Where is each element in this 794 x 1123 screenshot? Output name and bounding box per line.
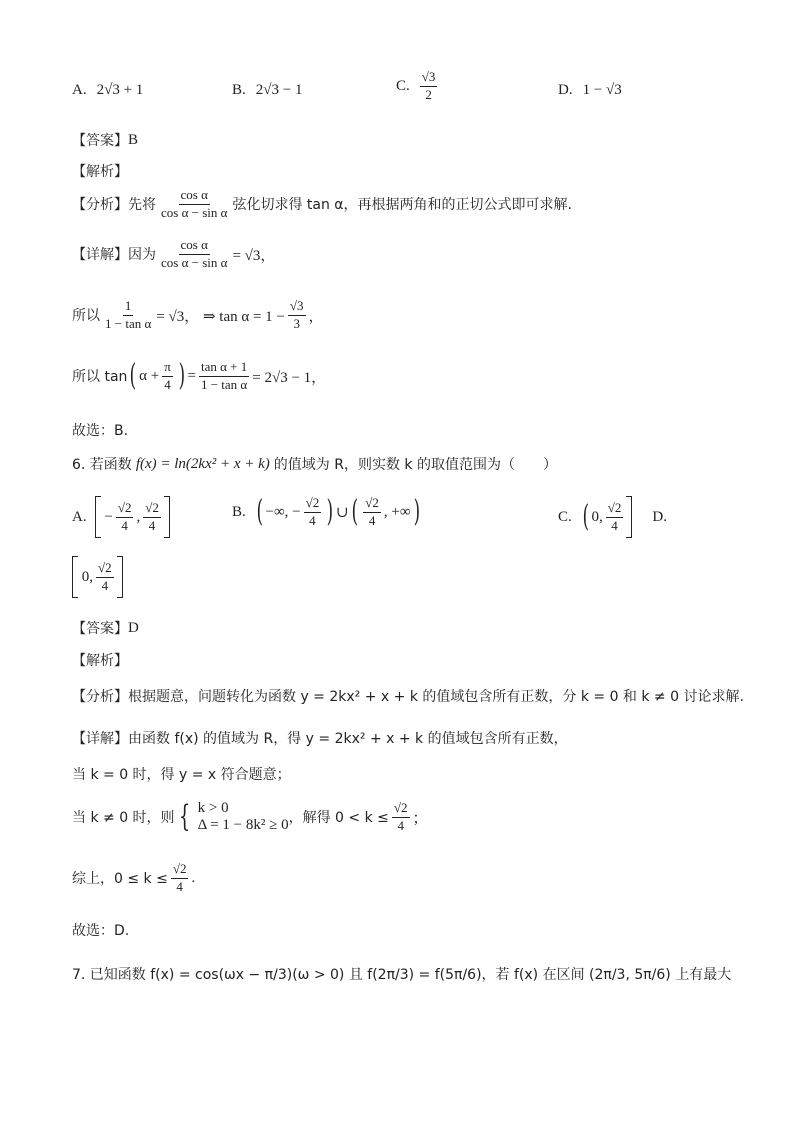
system-line-1: k > 0 [197,800,229,816]
xiangjie-tag: 【详解】 [72,247,128,264]
fraction-den: cos α − sin α [161,204,228,220]
fraction-num: √2 [392,801,410,818]
right-paren: ) [413,494,420,530]
q5-option-c-den: 2 [425,86,432,102]
xiangjie-end: . [191,869,196,886]
q5-xiangjie-3 [72,360,326,393]
xiangjie-expr: α + [139,367,160,384]
fraction [171,862,189,895]
q5-option-b [232,82,302,99]
fraction [96,561,114,594]
choice-text: 故选：D. [72,923,130,939]
q6-option-c-interval: ( 0, $\frac{√2}{4}$ [580,496,633,538]
q5-fenxi [72,188,572,221]
system-line-2: Δ = 1 − 8k² ≥ 0 [197,817,289,833]
fraction-den: 1 − tan α [200,376,248,392]
q6-stem [72,454,557,474]
xiangjie-text: 因为 [128,247,156,264]
fraction-den: 4 [176,878,183,894]
q6-stem-pre: 6. 若函数 [72,457,132,473]
fraction-den: 1 − tan α [105,315,152,331]
q6-option-a [72,496,170,538]
q5-answer-line [72,130,138,150]
q5-option-c [396,70,440,103]
xiangjie-text: 当 k ≠ 0 时，则 [72,810,175,826]
q6-xiangjie-3 [72,800,428,834]
analysis-tag: 【解析】 [72,164,128,180]
q6-fenxi [72,686,744,706]
right-bracket [117,556,123,598]
fraction [363,496,381,529]
q6-option-b-label: B. [232,503,246,520]
q6-option-c-label: C. [558,508,572,525]
xiangjie-end: ， [308,308,324,325]
q6-choice [72,920,129,940]
fraction [143,501,161,534]
fraction-den: cos α − sin α [161,254,228,270]
xiangjie-text: 综上，0 ≤ k ≤ [72,871,168,888]
pi-over-4 [162,360,173,393]
q5-choice [72,420,128,440]
fraction-den: 3 [293,315,300,331]
q6-xiangjie-4 [72,862,195,895]
xiangjie-end: = 2√3 − 1， [252,369,327,386]
q6-xiangjie-2 [72,764,291,784]
q5-option-a-label: A. [72,82,87,98]
q5-option-d [558,82,622,99]
q5-option-d-label: D. [558,82,573,98]
fraction-num: √3 [288,299,306,316]
answer-value: B [128,131,139,148]
fraction [606,501,624,534]
q6-option-a-interval: − $\frac{√2}{4}$ , $\frac{√2}{4}$ [95,496,170,538]
left-paren: ( [256,494,263,530]
fraction-num: cos α [179,238,210,255]
fraction [392,801,410,834]
q6-xiangjie-1 [72,728,568,748]
xiangjie-fraction [199,360,249,393]
q6-option-b [232,496,422,529]
fraction [116,501,134,534]
fenxi-tag: 【分析】 [72,689,128,705]
xiangjie-fraction-2 [288,299,306,332]
q6-option-d-label: D. [652,508,667,525]
q5-xiangjie-1 [72,238,275,271]
fraction-num: 1 [123,299,134,316]
left-paren: ( [351,494,358,530]
answer-value: D [128,619,139,636]
q5-option-c-fraction [420,70,438,103]
q5-option-d-text: 1 − √3 [582,82,622,98]
fraction-den: 4 [611,517,618,533]
xiangjie-text: 所以 [72,308,100,325]
q6-option-c [558,496,667,538]
q6-stem-post: 的值域为 R，则实数 k 的取值范围为（ ） [273,457,557,473]
q6-option-d [72,556,123,598]
xiangjie-eq: = √3， ⇒ tan α = 1 − [156,308,285,325]
q5-option-c-label: C. [396,77,410,94]
xiangjie-text: 所以 tan [72,369,128,386]
q7-stem [72,964,731,984]
xiangjie-mid: ，解得 0 < k ≤ [288,810,389,826]
fraction-num: √2 [606,501,624,518]
fenxi-tag: 【分析】 [72,197,128,214]
fraction-num: √2 [171,862,189,879]
xiangjie-text: 当 k = 0 时，得 y = x 符合题意； [72,767,291,783]
fenxi-text: 先将 [128,197,156,214]
fraction-num: √2 [143,501,161,518]
q5-option-c-num: √3 [420,70,438,87]
xiangjie-fraction-1 [103,299,153,332]
q6-answer-line [72,618,139,638]
answer-tag: 【答案】 [72,621,128,637]
choice-text: 故选：B. [72,423,129,439]
fraction [304,496,322,529]
inequality-system [198,800,289,834]
fraction-den: 4 [368,512,376,528]
fraction-num: √2 [304,496,322,513]
fraction-num: √2 [96,561,114,578]
xiangjie-fraction [159,238,229,271]
q5-option-b-text: 2√3 − 1 [255,82,303,98]
left-paren: ( [582,499,589,534]
fraction-num: √2 [116,501,134,518]
right-paren: ) [178,358,185,394]
fraction-den: 4 [101,577,109,593]
fraction-den: 4 [397,817,404,833]
fraction-num: tan α + 1 [199,360,249,377]
q6-option-d-interval: 0, $\frac{√2}{4}$ [72,556,123,598]
q6-option-b-interval: ( −∞, − $\frac{√2}{4}$ ) ∪ ( $\frac{√2}{4}$ , +∞ ) [256,494,420,530]
xiangjie-tag: 【详解】 [72,731,128,747]
q5-analysis-header [72,161,128,181]
xiangjie-text: 由函数 f(x) 的值域为 R，得 y = 2kx² + x + k 的值域包含所有正数， [128,731,568,747]
q5-option-a-text: 2√3 + 1 [96,82,144,98]
xiangjie-end: ； [412,810,428,827]
fraction-den: 4 [148,517,156,533]
fraction-num: π [162,360,173,377]
q6-option-a-label: A. [72,508,87,525]
right-bracket [164,496,170,538]
q5-option-a [72,82,143,99]
q7-stem-text: 7. 已知函数 f(x) = cos(ωx − π/3)(ω > 0) 且 f(2π/3) = f(5π/6)，若 f(x) 在区间 (2π/3, 5π/6) 上有最大 [72,967,732,983]
left-brace: { [178,799,190,834]
answer-tag: 【答案】 [72,133,128,149]
q5-xiangjie-2 [72,299,324,332]
q5-option-b-label: B. [232,82,246,98]
fenxi-text-end: 弦化切求得 tan α，再根据两角和的正切公式即可求解. [232,197,572,214]
fraction-den: 4 [121,517,128,533]
q6-analysis-header [72,650,128,670]
q6-function: f(x) = ln(2kx² + x + k) [135,455,270,472]
fraction-num: √2 [363,496,381,513]
fraction-num: cos α [179,188,210,205]
fenxi-text: 根据题意，问题转化为函数 y = 2kx² + x + k 的值域包含所有正数，分 k = 0 和 k ≠ 0 讨论求解. [128,689,744,705]
xiangjie-eq: = √3， [232,247,276,264]
fraction-den: 4 [164,376,171,392]
right-bracket [626,496,632,538]
equals: = [187,367,196,384]
analysis-tag: 【解析】 [72,653,128,669]
left-paren: ( [130,358,137,394]
fenxi-fraction [159,188,229,221]
right-paren: ) [326,494,334,530]
fraction-den: 4 [309,512,316,528]
